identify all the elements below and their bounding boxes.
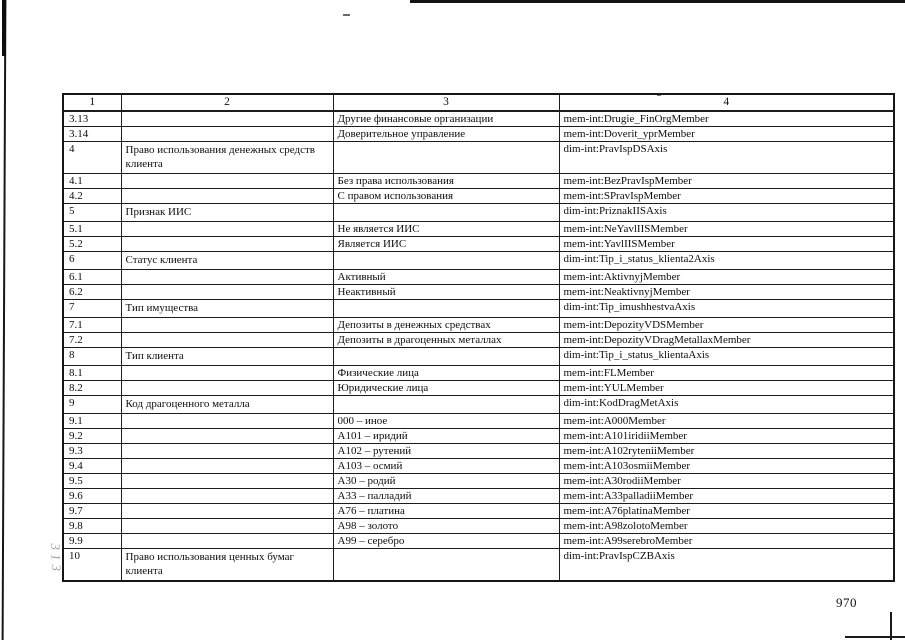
cell-row-number: 8.2	[63, 381, 121, 396]
cell-taxonomy-code: mem-int:FLMember	[559, 366, 894, 381]
table-row	[63, 252, 894, 270]
cell-member-name: A103 – осмий	[333, 459, 559, 474]
table-row	[63, 270, 894, 285]
table-row	[63, 459, 894, 474]
cell-row-number: 6.2	[63, 285, 121, 300]
cell-group-name	[121, 519, 333, 534]
cell-member-name: Юридические лица	[333, 381, 559, 396]
cell-group-name	[121, 444, 333, 459]
cell-member-name: A76 – платина	[333, 504, 559, 519]
page-number: 970	[836, 595, 857, 610]
dimension-member-table	[62, 93, 895, 582]
cell-member-name: A102 – рутений	[333, 444, 559, 459]
cell-row-number: 3.14	[63, 127, 121, 142]
cell-taxonomy-code: mem-int:NeaktivnyjMember	[559, 285, 894, 300]
cell-member-name: Доверительное управление	[333, 127, 559, 142]
cell-member-name: Является ИИС	[333, 237, 559, 252]
table-row	[63, 396, 894, 414]
cell-row-number: 6	[63, 252, 121, 270]
table-body	[63, 111, 894, 581]
cell-member-name: Активный	[333, 270, 559, 285]
cell-group-name	[121, 474, 333, 489]
cell-member-name: 000 – иное	[333, 414, 559, 429]
table-row	[63, 300, 894, 318]
cell-member-name: Депозиты в драгоценных металлах	[333, 333, 559, 348]
cell-group-name	[121, 318, 333, 333]
cell-row-number: 9.8	[63, 519, 121, 534]
cell-row-number: 4.2	[63, 189, 121, 204]
cell-taxonomy-code: mem-int:A33palladiiMember	[559, 489, 894, 504]
cell-row-number: 9.5	[63, 474, 121, 489]
table-row	[63, 489, 894, 504]
cell-member-name: A98 – золото	[333, 519, 559, 534]
cell-group-name: Тип имущества	[121, 300, 333, 318]
cell-taxonomy-code: mem-int:A30rodiiMember	[559, 474, 894, 489]
cell-taxonomy-code: mem-int:A98zolotoMember	[559, 519, 894, 534]
table-header-row	[63, 94, 894, 111]
cell-member-name	[333, 549, 559, 582]
cell-member-name: A101 – иридий	[333, 429, 559, 444]
cell-taxonomy-code: dim-int:PravIspCZBAxis	[559, 549, 894, 582]
cell-row-number: 7	[63, 300, 121, 318]
cell-member-name: Другие финансовые организации	[333, 111, 559, 127]
table-row	[63, 534, 894, 549]
cell-member-name: Не является ИИС	[333, 222, 559, 237]
cell-member-name: A30 – родий	[333, 474, 559, 489]
cell-member-name: С правом использования	[333, 189, 559, 204]
cell-row-number: 9.3	[63, 444, 121, 459]
scan-edge-top-line	[410, 0, 905, 3]
cell-group-name: Статус клиента	[121, 252, 333, 270]
scan-speck	[343, 14, 350, 16]
table-row	[63, 204, 894, 222]
table-row	[63, 381, 894, 396]
table-row	[63, 519, 894, 534]
table-row	[63, 111, 894, 127]
cell-taxonomy-code: dim-int:Tip_i_status_klientaAxis	[559, 348, 894, 366]
cell-row-number: 9.4	[63, 459, 121, 474]
cell-row-number: 9.6	[63, 489, 121, 504]
cell-group-name: Код драгоценного металла	[121, 396, 333, 414]
scan-edge-left-line	[2, 0, 7, 640]
cell-row-number: 9.2	[63, 429, 121, 444]
cell-member-name	[333, 252, 559, 270]
cell-row-number: 5	[63, 204, 121, 222]
table-row	[63, 237, 894, 252]
table-row	[63, 222, 894, 237]
table-row	[63, 474, 894, 489]
cell-member-name: Неактивный	[333, 285, 559, 300]
cell-group-name	[121, 111, 333, 127]
cell-group-name	[121, 534, 333, 549]
cell-taxonomy-code: dim-int:Tip_i_status_klienta2Axis	[559, 252, 894, 270]
cell-row-number: 4.1	[63, 174, 121, 189]
cell-row-number: 3.13	[63, 111, 121, 127]
cell-member-name	[333, 300, 559, 318]
cell-group-name: Право использования ценных бумаг клиента	[121, 549, 333, 582]
table-row	[63, 414, 894, 429]
cell-row-number: 7.1	[63, 318, 121, 333]
cell-taxonomy-code: mem-int:Doverit_yprMember	[559, 127, 894, 142]
cell-group-name	[121, 270, 333, 285]
cell-member-name	[333, 348, 559, 366]
cell-group-name	[121, 237, 333, 252]
cell-group-name	[121, 174, 333, 189]
cell-group-name	[121, 381, 333, 396]
table-row	[63, 127, 894, 142]
cell-taxonomy-code: mem-int:BezPravIspMember	[559, 174, 894, 189]
table-row	[63, 504, 894, 519]
scan-edge-left-blot	[2, 0, 6, 56]
cell-row-number: 9.9	[63, 534, 121, 549]
cell-taxonomy-code: mem-int:Drugie_FinOrgMember	[559, 111, 894, 127]
scan-edge-right-line	[890, 612, 892, 640]
cell-group-name: Право использования денежных средств клиента	[121, 142, 333, 174]
cell-row-number: 8	[63, 348, 121, 366]
cell-row-number: 9.1	[63, 414, 121, 429]
column-header-4: 4	[559, 94, 894, 111]
cell-group-name: Признак ИИС	[121, 204, 333, 222]
cell-taxonomy-code: mem-int:DepozityVDSMember	[559, 318, 894, 333]
cell-group-name	[121, 285, 333, 300]
cell-member-name: Без права использования	[333, 174, 559, 189]
cell-row-number: 4	[63, 142, 121, 174]
cell-taxonomy-code: dim-int:PriznakIISAxis	[559, 204, 894, 222]
cell-member-name: Физические лица	[333, 366, 559, 381]
margin-pencil-note: 313	[48, 543, 65, 576]
cell-group-name	[121, 414, 333, 429]
table-row	[63, 366, 894, 381]
cell-member-name: A33 – палладий	[333, 489, 559, 504]
cell-member-name	[333, 142, 559, 174]
column-header-1: 1	[63, 94, 121, 111]
cell-row-number: 5.1	[63, 222, 121, 237]
column-header-3: 3	[333, 94, 559, 111]
table-row	[63, 348, 894, 366]
cell-taxonomy-code: dim-int:PravIspDSAxis	[559, 142, 894, 174]
cell-group-name	[121, 366, 333, 381]
table-row	[63, 174, 894, 189]
cell-taxonomy-code: mem-int:A000Member	[559, 414, 894, 429]
cell-taxonomy-code: mem-int:SPravIspMember	[559, 189, 894, 204]
cell-taxonomy-code: mem-int:AktivnyjMember	[559, 270, 894, 285]
table-row	[63, 285, 894, 300]
cell-taxonomy-code: mem-int:DepozityVDragMetallaxMember	[559, 333, 894, 348]
cell-group-name	[121, 127, 333, 142]
cell-group-name: Тип клиента	[121, 348, 333, 366]
column-header-2: 2	[121, 94, 333, 111]
cell-taxonomy-code: mem-int:YavlIISMember	[559, 237, 894, 252]
cell-member-name	[333, 396, 559, 414]
cell-group-name	[121, 333, 333, 348]
cell-row-number: 10	[63, 549, 121, 582]
cell-row-number: 6.1	[63, 270, 121, 285]
cell-group-name	[121, 489, 333, 504]
cell-taxonomy-code: mem-int:A76platinaMember	[559, 504, 894, 519]
cell-taxonomy-code: mem-int:A103osmiiMember	[559, 459, 894, 474]
cell-taxonomy-code: mem-int:A99serebroMember	[559, 534, 894, 549]
cell-member-name: A99 – серебро	[333, 534, 559, 549]
table-row	[63, 549, 894, 582]
table-row	[63, 444, 894, 459]
cell-row-number: 8.1	[63, 366, 121, 381]
cell-row-number: 7.2	[63, 333, 121, 348]
cell-taxonomy-code: dim-int:Tip_imushhestvaAxis	[559, 300, 894, 318]
table-row	[63, 142, 894, 174]
scan-edge-bottom-line	[845, 636, 905, 638]
cell-member-name	[333, 204, 559, 222]
table-row	[63, 429, 894, 444]
cell-group-name	[121, 189, 333, 204]
cell-taxonomy-code: mem-int:A101iridiiMember	[559, 429, 894, 444]
cell-row-number: 9.7	[63, 504, 121, 519]
cell-group-name	[121, 222, 333, 237]
cell-taxonomy-code: dim-int:KodDragMetAxis	[559, 396, 894, 414]
cell-group-name	[121, 429, 333, 444]
cell-taxonomy-code: mem-int:NeYavlIISMember	[559, 222, 894, 237]
table-row	[63, 189, 894, 204]
cell-row-number: 5.2	[63, 237, 121, 252]
cell-row-number: 9	[63, 396, 121, 414]
cell-group-name	[121, 459, 333, 474]
table-row	[63, 318, 894, 333]
cell-taxonomy-code: mem-int:YULMember	[559, 381, 894, 396]
cell-member-name: Депозиты в денежных средствах	[333, 318, 559, 333]
cell-group-name	[121, 504, 333, 519]
table-row	[63, 333, 894, 348]
cell-taxonomy-code: mem-int:A102ryteniiMember	[559, 444, 894, 459]
